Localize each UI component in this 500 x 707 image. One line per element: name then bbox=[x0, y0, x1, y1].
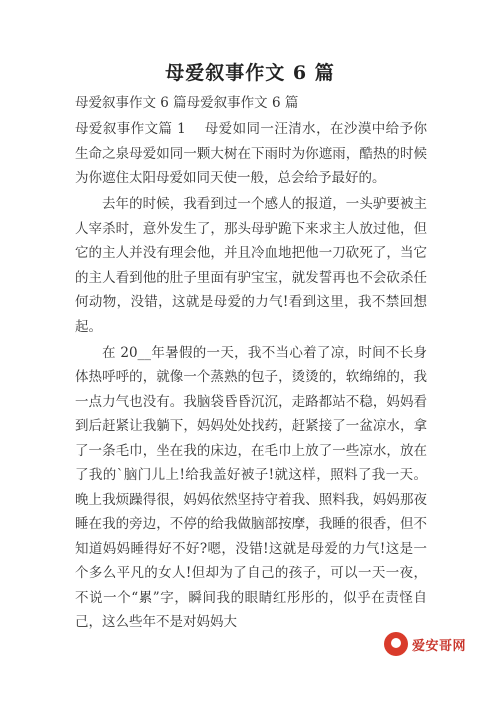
document-title: 母爱叙事作文 6 篇 bbox=[165, 62, 335, 84]
document-subtitle: 母爱叙事作文 6 篇母爱叙事作文 6 篇 bbox=[75, 95, 299, 111]
paragraph-2: 去年的时候，我看到过一个感人的报道，一头驴要被主人宰杀时，意外发生了，那头母驴跪下来求主人放过他，但它的主人并没有理会他，并且冷血地把他一刀砍死了，当它的主人看到他的肚子里面有驴宝宝，就发誓再也不会砍杀任何动物，没错，这就是母爱的力气!看到这里，我不禁回想起。 bbox=[75, 196, 427, 335]
watermark-text: 爱安哥网 bbox=[411, 638, 466, 654]
paragraph-1: 母爱叙事作文篇 1 母爱如同一汪清水，在沙漠中给予你生命之泉母爱如同一颗大树在下雨时为你遮雨，酷热的时候为你遮住太阳母爱如同天使一般，总会给予最好的。 bbox=[75, 121, 427, 186]
watermark bbox=[380, 629, 470, 659]
logo-icon bbox=[384, 632, 408, 656]
paragraph-3: 在 20__年暑假的一天，我不当心着了凉，时间不长身体热呼呼的，就像一个蒸熟的包子，烫烫的，软绵绵的，我一点力气也没有。我脑袋昏昏沉沉，走路都站不稳，妈妈看到后赶紧让我躺下，妈妈处处找药，赶紧接了一盆凉水，拿了一条毛巾，坐在我的床边，在毛巾上放了一些凉水，放在了我的`脑门儿上!给我盖好被子!就这样，照料了我一天。晚上我烦躁得很，妈妈依然坚持守着我、照料我，妈妈那夜睡在我的旁边，不停的给我做脑部按摩，我睡的很香，但不知道妈妈睡得好不好?嗯，没错!这就是母爱的力气!这是一个多么平凡的女人!但却为了自己的孩子，可以一天一夜，不说一个“累”字，瞬间我的眼睛红彤彤的，似乎在责怪自己，这么些年不是对妈妈大 bbox=[75, 344, 427, 630]
document-body bbox=[75, 117, 427, 636]
